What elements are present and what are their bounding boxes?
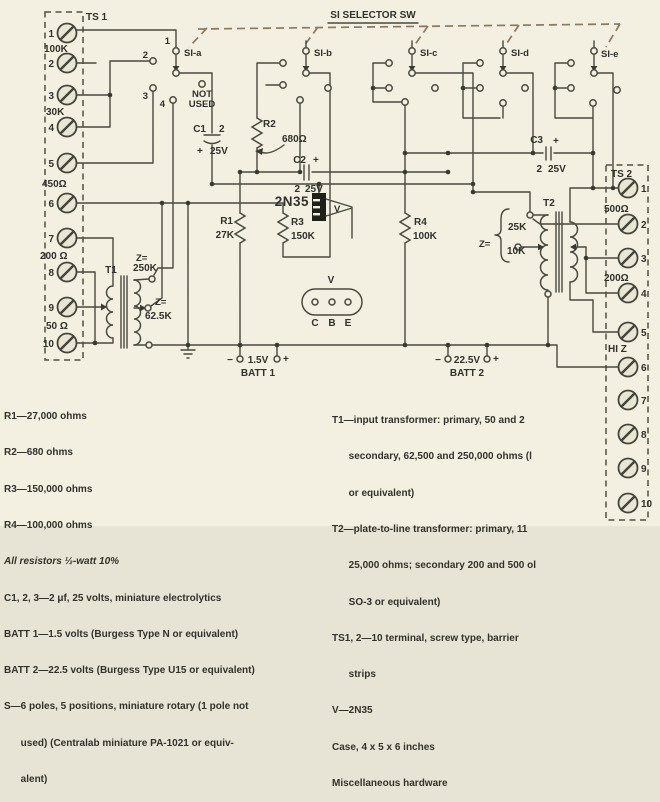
batt1-volts: 1.5V [247, 355, 269, 366]
not-used-label-top: NOT [191, 89, 213, 100]
ts1-value-100k: 100K [44, 44, 68, 55]
ts1-terminal-1: 1 [48, 29, 54, 40]
parts-line: R1—27,000 ohms [4, 411, 87, 423]
batt2-minus: − [435, 355, 441, 366]
ts1-label: TS 1 [86, 12, 108, 23]
t2-z1-value: 25K [508, 222, 527, 233]
c3-plus: + [553, 136, 559, 147]
ts2-terminal-5: 5 [641, 328, 647, 339]
ts1-terminal-6: 6 [48, 199, 54, 210]
switch-wiper-arrows [173, 66, 598, 72]
ts1-terminal-4: 4 [48, 123, 54, 134]
batt1-label: BATT 1 [240, 368, 276, 379]
parts-line: Miscellaneous hardware [332, 778, 448, 789]
switch-section-label-e: SI-e [601, 49, 619, 60]
r1-ref: R1 [220, 216, 233, 227]
ts2-terminal-8: 8 [641, 430, 647, 441]
switch-section-label-b: SI-b [314, 48, 332, 59]
ts2-terminal-9: 9 [641, 464, 647, 475]
transistor-2n35-block [312, 193, 326, 221]
ts1-value-30k: 30K [46, 107, 65, 118]
c3-volts: 25V [548, 164, 566, 175]
r2-ref: R2 [263, 119, 276, 130]
switch-section-label-d: SI-d [511, 48, 529, 59]
r4-ref: R4 [414, 217, 427, 228]
parts-line: S—6 poles, 5 positions, miniature rotary (1 pole not [4, 701, 249, 713]
ts2-value-500: 500Ω [604, 204, 629, 215]
parts-line: T2—plate-to-line transformer: primary, 11 [332, 524, 528, 536]
batt2-plus: + [493, 354, 499, 365]
c3-uf: 2 [536, 164, 542, 175]
ts2-terminal-3: 3 [641, 254, 647, 265]
parts-line: SO-3 or equivalent) [332, 596, 441, 608]
not-used-label-bottom: USED [188, 99, 216, 110]
switch-contacts [150, 48, 620, 106]
ts1-terminal-3: 3 [48, 91, 54, 102]
t1-z1-label: Z= [136, 253, 148, 264]
switch-position-3: 3 [142, 91, 148, 102]
ts2-hi-z-label: HI Z [608, 344, 627, 355]
parts-line: secondary, 62,500 and 250,000 ohms (l [332, 451, 532, 463]
ts2-value-200: 200Ω [604, 273, 629, 284]
switch-section-label-c: SI-c [420, 48, 438, 59]
r3-ref: R3 [291, 217, 304, 228]
parts-line: V—2N35 [332, 705, 373, 717]
ts2-terminal-7: 7 [641, 396, 647, 407]
t1-z2-label: Z= [155, 297, 167, 308]
selector-title: SI SELECTOR SW [330, 10, 416, 21]
t1-ref: T1 [105, 265, 117, 276]
c2-ref: C2 [293, 155, 306, 166]
ts2-terminal-6: 6 [641, 363, 647, 374]
selector-switch-boundary [189, 23, 620, 47]
c2-plus: + [313, 155, 319, 166]
batt2-volts: 22.5V [453, 355, 481, 366]
r2-value: 680Ω [282, 134, 307, 145]
c1-uf: 2 [219, 124, 225, 135]
switch-position-4: 4 [159, 99, 165, 110]
ts1-terminal-8: 8 [48, 268, 54, 279]
parts-line: All resistors ½-watt 10% [4, 556, 120, 568]
parts-line: T1—input transformer: primary, 50 and 2 [332, 415, 525, 427]
r1-value: 27K [215, 230, 234, 241]
socket-pin-e: E [344, 318, 352, 329]
tap-and-battery-terminals [145, 212, 551, 362]
ts1-value-50: 50 Ω [46, 321, 68, 332]
ts1-value-200: 200 Ω [40, 251, 68, 262]
batt2-label: BATT 2 [449, 368, 485, 379]
parts-line: TS1, 2—10 terminal, screw type, barrier [332, 632, 519, 644]
parts-line: or equivalent) [332, 487, 415, 499]
c1-volts: 25V [210, 146, 228, 157]
socket-pin-c: C [311, 318, 319, 329]
resistor-symbols [235, 118, 410, 243]
parts-line: R2—680 ohms [4, 447, 73, 459]
parts-line: used) (Centralab miniature PA-1021 or equiv- [4, 737, 234, 749]
ts1-terminal-2: 2 [48, 59, 54, 70]
transformer-t1 [101, 276, 146, 348]
parts-line: Case, 4 x 5 x 6 inches [332, 741, 435, 753]
ts1-value-450: 450Ω [42, 179, 67, 190]
c3-ref: C3 [530, 135, 543, 146]
ts2-label: TS 2 [611, 169, 633, 180]
t2-z-label: Z= [479, 239, 491, 250]
t1-z2-value: 62.5K [145, 311, 172, 322]
ts1-terminal-9: 9 [48, 303, 54, 314]
parts-line: BATT 1—1.5 volts (Burgess Type N or equivalent) [4, 628, 239, 640]
t1-z1-value: 250K [133, 263, 157, 274]
switch-position-1: 1 [164, 36, 170, 47]
transistor-socket [302, 289, 362, 315]
parts-line: R3—150,000 ohms [4, 483, 93, 495]
c1-plus: + [197, 146, 203, 157]
batt1-minus: − [227, 355, 233, 366]
ts1-terminal-5: 5 [48, 159, 54, 170]
switch-section-label-a: SI-a [184, 48, 202, 59]
parts-line: BATT 2—22.5 volts (Burgess Type U15 or equivalent) [4, 665, 255, 677]
ts2-terminal-4: 4 [641, 289, 647, 300]
r3-value: 150K [291, 231, 315, 242]
parts-line: R4—100,000 ohms [4, 520, 93, 532]
t2-ref: T2 [543, 198, 555, 209]
parts-list-left-column [4, 387, 330, 798]
ts2-terminal-1: 1 [641, 184, 647, 195]
socket-pin-b: B [328, 318, 336, 329]
t2-z2-value: 10K [507, 246, 526, 257]
c2-uf: 2 [294, 184, 300, 195]
parts-line: C1, 2, 3—2 μf, 25 volts, miniature electrolytics [4, 592, 222, 604]
switch-position-2: 2 [142, 50, 148, 61]
ts1-terminal-7: 7 [48, 234, 54, 245]
ts2-terminal-10: 10 [641, 499, 653, 510]
transistor-ref-label: V [334, 204, 341, 215]
r4-value: 100K [413, 231, 437, 242]
transistor-part-label: 2N35 [274, 194, 309, 209]
parts-line: strips [332, 669, 376, 681]
c2-volts: 25V [305, 184, 323, 195]
c1-ref: C1 [193, 124, 206, 135]
batt1-plus: + [283, 354, 289, 365]
ts2-terminal-2: 2 [641, 220, 647, 231]
parts-line: 25,000 ohms; secondary 200 and 500 ol [332, 560, 536, 572]
ts1-terminal-10: 10 [42, 339, 54, 350]
parts-line: alent) [4, 774, 48, 785]
parts-list-right-column [332, 391, 632, 802]
socket-ref-label: V [327, 275, 335, 286]
